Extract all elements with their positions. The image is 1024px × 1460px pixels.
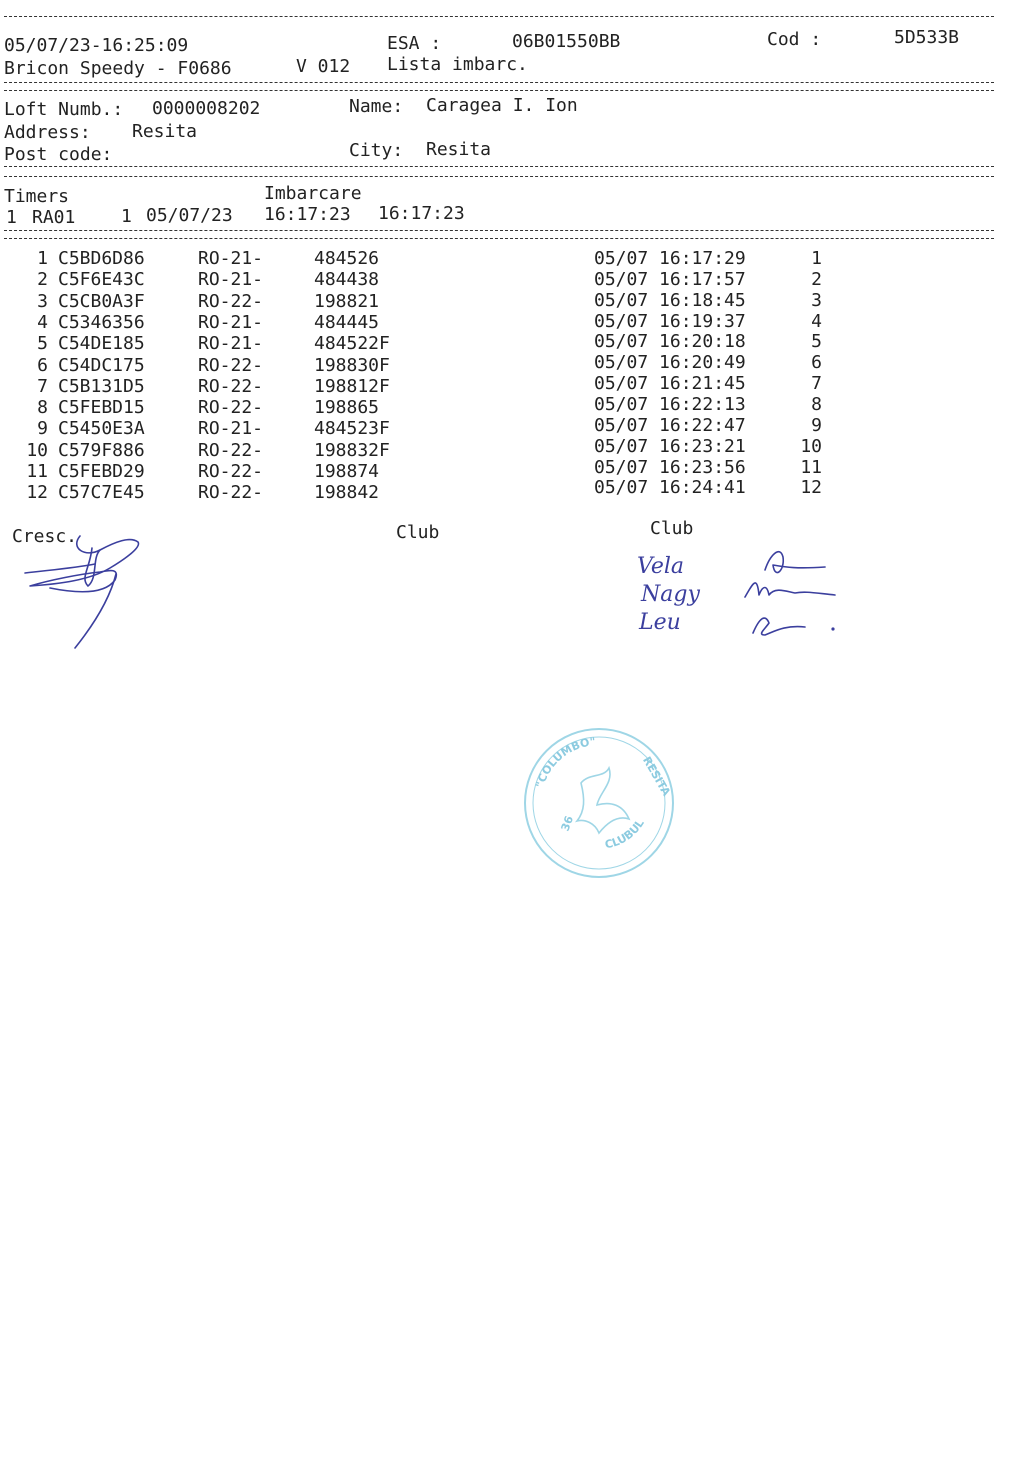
- arrival-time: 05/07 16:22:47: [594, 414, 746, 436]
- row-index: 3: [37, 290, 48, 312]
- ring-series: RO-22-: [198, 290, 264, 312]
- arrival-position: 9: [811, 414, 822, 436]
- ring-series: RO-22-: [198, 354, 264, 376]
- esa-label: ESA :: [387, 33, 442, 54]
- stamp-text-top: "COLUMBO": [533, 735, 597, 790]
- ring-series: RO-22-: [198, 375, 264, 397]
- address-label: Address:: [4, 122, 91, 143]
- pigeon-row: [0, 393, 1000, 419]
- arrival-time: 05/07 16:24:41: [594, 477, 746, 499]
- row-index: 1: [37, 248, 48, 269]
- ring-chip-id: C5FEBD15: [58, 397, 145, 419]
- club-signatures: [635, 535, 865, 645]
- pigeon-row: [0, 414, 1000, 440]
- pigeon-row: [0, 373, 1000, 398]
- stamp-text-center: 36: [558, 814, 577, 833]
- club-stamp: [519, 723, 679, 883]
- pigeon-row: [0, 312, 1000, 334]
- timer-code: RA01: [32, 207, 76, 228]
- row-index: 4: [37, 311, 48, 333]
- arrival-position: 8: [811, 393, 822, 415]
- ring-series: RO-21-: [198, 418, 264, 440]
- ring-number: 198812F: [314, 375, 390, 397]
- ring-series: RO-22-: [198, 461, 264, 482]
- loft-label: Loft Numb.:: [4, 99, 124, 120]
- row-index: 6: [37, 354, 48, 376]
- cresc-label: Cresc.: [12, 526, 78, 547]
- name-label: Name:: [349, 96, 404, 117]
- arrival-time: 05/07 16:21:45: [594, 373, 746, 395]
- ring-chip-id: C579F886: [58, 439, 145, 461]
- arrival-position: 5: [811, 331, 822, 353]
- club-member-name: Leu: [639, 610, 681, 635]
- timer-time-end: 16:17:23: [378, 203, 465, 224]
- arrival-position: 10: [800, 435, 822, 457]
- arrival-time: 05/07 16:18:45: [594, 289, 746, 311]
- breeder-signature: [20, 528, 180, 658]
- cod-label: Cod :: [767, 29, 822, 50]
- device-version: V 012: [296, 56, 351, 77]
- club-member-name: Nagy: [641, 582, 700, 607]
- print-datetime: 05/07/23-16:25:09: [4, 35, 189, 56]
- ring-chip-id: C5346356: [58, 311, 145, 333]
- ring-number: 198821: [314, 290, 380, 312]
- stamp-pigeon-icon: [577, 768, 629, 833]
- row-index: 10: [26, 439, 48, 461]
- arrival-position: 12: [800, 477, 822, 499]
- arrival-position: 3: [811, 289, 822, 311]
- owner-name: Caragea I. Ion: [426, 95, 578, 116]
- ring-series: RO-21-: [198, 269, 264, 291]
- ring-number: 484445: [314, 311, 380, 333]
- ring-series: RO-21-: [198, 333, 264, 355]
- pigeon-row: [0, 435, 1000, 462]
- separator-line: [4, 82, 994, 83]
- ring-number: 484522F: [314, 333, 390, 355]
- esa-value: 06B01550BB: [512, 31, 621, 52]
- separator-line: [4, 166, 994, 167]
- pigeon-row: [0, 248, 1000, 270]
- pigeon-row: [0, 269, 1000, 291]
- arrival-time: 05/07 16:19:37: [594, 310, 746, 332]
- ring-series: RO-22-: [198, 482, 264, 504]
- ring-chip-id: C5B131D5: [58, 375, 145, 397]
- address-value: Resita: [132, 121, 198, 142]
- arrival-position: 1: [811, 248, 822, 269]
- arrival-time: 05/07 16:17:29: [594, 248, 746, 269]
- pigeon-row: [0, 291, 1000, 313]
- arrival-time: 05/07 16:22:13: [594, 393, 746, 415]
- ring-chip-id: C5BD6D86: [58, 248, 145, 269]
- row-index: 8: [37, 397, 48, 419]
- club-member-name: Vela: [637, 554, 685, 579]
- club-label: Club: [396, 522, 440, 543]
- ring-number: 198865: [314, 397, 380, 419]
- city-label: City:: [349, 140, 404, 161]
- postcode-label: Post code:: [4, 144, 113, 165]
- arrival-time: 05/07 16:20:49: [594, 352, 746, 374]
- arrival-time: 05/07 16:17:57: [594, 268, 746, 290]
- row-index: 7: [37, 375, 48, 397]
- row-index: 12: [26, 482, 48, 504]
- row-index: 11: [26, 461, 48, 482]
- separator-line: [4, 176, 994, 177]
- arrival-position: 6: [811, 352, 822, 374]
- timer-index: 1: [6, 207, 17, 228]
- stamp-text-right: RESITA: [640, 754, 673, 799]
- list-title: Lista imbarc.: [387, 54, 528, 75]
- club-label: Club: [650, 518, 694, 539]
- cod-value: 5D533B: [894, 27, 960, 48]
- ring-chip-id: C5F6E43C: [58, 269, 145, 291]
- imbarcare-label: Imbarcare: [264, 183, 362, 204]
- timer-date: 05/07/23: [146, 205, 233, 226]
- ring-chip-id: C54DC175: [58, 354, 145, 376]
- row-index: 5: [37, 333, 48, 355]
- ring-number: 484526: [314, 248, 380, 269]
- pigeon-row: [0, 333, 1000, 355]
- row-index: 2: [37, 269, 48, 291]
- arrival-time: 05/07 16:23:56: [594, 456, 746, 478]
- arrival-time: 05/07 16:23:21: [594, 435, 746, 457]
- ring-number: 198830F: [314, 354, 390, 376]
- arrival-position: 11: [800, 456, 822, 478]
- arrival-position: 7: [811, 373, 822, 395]
- arrival-time: 05/07 16:20:18: [594, 331, 746, 353]
- stamp-text-bottom: CLUBUL: [603, 816, 647, 852]
- ring-number: 198842: [314, 482, 380, 504]
- arrival-position: 4: [811, 310, 822, 332]
- timer-count: 1: [121, 206, 132, 227]
- separator-line: [4, 90, 994, 91]
- city-value: Resita: [426, 139, 492, 160]
- separator-line: [4, 16, 994, 17]
- pigeon-row: [0, 456, 1000, 483]
- timer-time-start: 16:17:23: [264, 204, 351, 225]
- pigeon-row: [0, 477, 1000, 504]
- ring-series: RO-21-: [198, 248, 264, 269]
- device-name: Bricon Speedy - F0686: [4, 58, 232, 79]
- ring-chip-id: C5FEBD29: [58, 461, 145, 482]
- timers-label: Timers: [4, 186, 70, 207]
- pigeon-row: [0, 352, 1000, 377]
- ring-number: 198832F: [314, 439, 390, 461]
- ring-series: RO-22-: [198, 439, 264, 461]
- ring-number: 484523F: [314, 418, 390, 440]
- ring-series: RO-22-: [198, 397, 264, 419]
- ring-series: RO-21-: [198, 311, 264, 333]
- ring-number: 198874: [314, 461, 380, 482]
- separator-line: [4, 238, 994, 239]
- ring-number: 484438: [314, 269, 380, 291]
- ring-chip-id: C5CB0A3F: [58, 290, 145, 312]
- separator-line: [4, 230, 994, 231]
- ring-chip-id: C54DE185: [58, 333, 145, 355]
- ring-chip-id: C57C7E45: [58, 482, 145, 504]
- row-index: 9: [37, 418, 48, 440]
- arrival-position: 2: [811, 268, 822, 290]
- loft-number: 0000008202: [152, 98, 261, 119]
- ring-chip-id: C5450E3A: [58, 418, 145, 440]
